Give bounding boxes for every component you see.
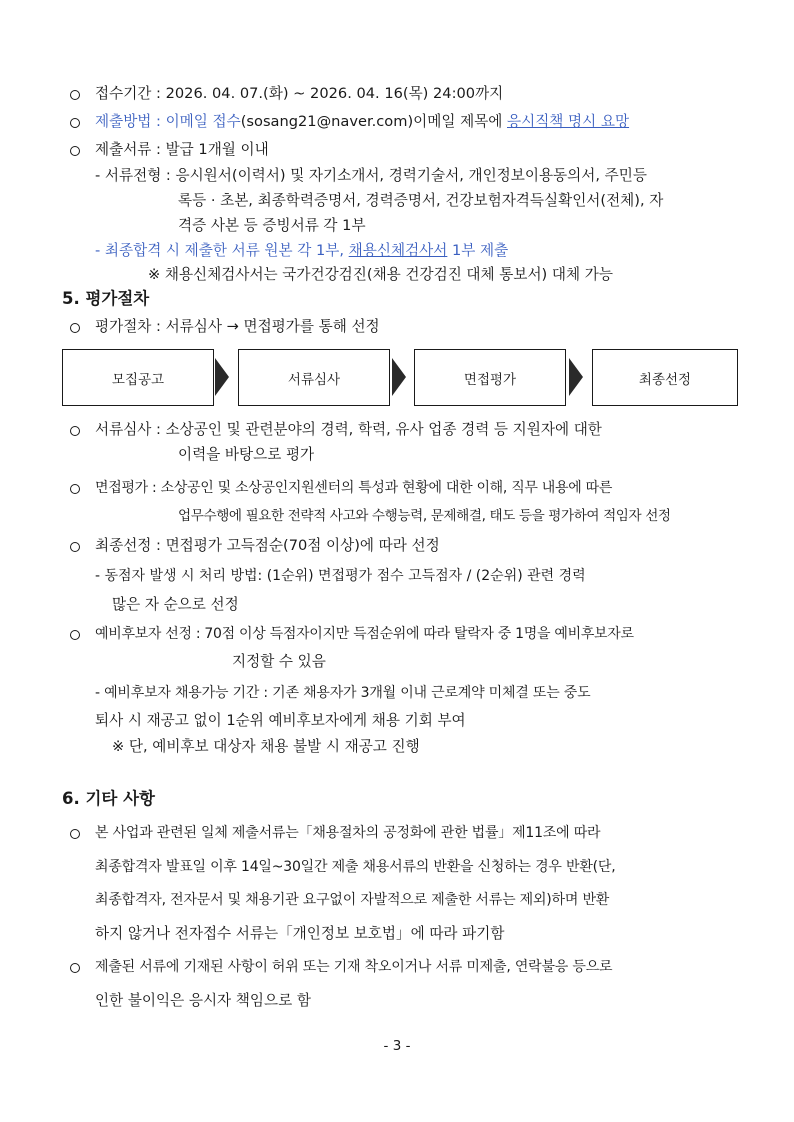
bullet-circle xyxy=(70,630,80,640)
other-item-1-line-1: 본 사업과 관련된 일체 제출서류는「채용절차의 공정화에 관한 법률」제11조에 따라 xyxy=(95,825,601,841)
evaluation-procedure-line: 평가절차 : 서류심사 → 면접평가를 통해 선정 xyxy=(95,318,380,335)
submission-method-label: 제출방법 : 이메일 접수 xyxy=(95,113,241,130)
final-selection-line: 최종선정 : 면접평가 고득점순(70점 이상)에 따라 선정 xyxy=(95,537,440,554)
bullet-circle xyxy=(70,484,80,494)
health-check-doc: 채용신체검사서 xyxy=(348,242,448,259)
document-screening-line-1: - 서류전형 : 응시원서(이력서) 및 자기소개서, 경력기술서, 개인정보이용동의서, 주민등 xyxy=(95,167,647,184)
other-item-1-line-2: 최종합격자 발표일 이후 14일~30일간 제출 채용서류의 반환을 신청하는 경우 반환(단, xyxy=(95,859,616,875)
other-item-2-line-2: 인한 불이익은 응시자 책임으로 함 xyxy=(95,992,311,1009)
bullet-circle xyxy=(70,963,80,973)
section-6-heading: 6. 기타 사항 xyxy=(62,789,155,808)
document-screening-line-3: 격증 사본 등 증빙서류 각 1부 xyxy=(178,217,366,234)
other-item-2-line-1: 제출된 서류에 기재된 사항이 허위 또는 기재 착오이거나 서류 미제출, 연락불응 등으로 xyxy=(95,959,613,975)
tie-break-line-2: 많은 자 순으로 선정 xyxy=(112,596,239,613)
reserve-candidate-line-2: 지정할 수 있음 xyxy=(232,653,326,670)
submission-method-line xyxy=(95,112,629,132)
submission-docs-line: 제출서류 : 발급 1개월 이내 xyxy=(95,141,269,158)
flow-step-interview: 면접평가 xyxy=(414,349,566,406)
bullet-circle xyxy=(70,542,80,552)
bullet-circle xyxy=(70,323,80,333)
bullet-circle xyxy=(70,829,80,839)
document-review-line-1: 서류심사 : 소상공인 및 관련분야의 경력, 학력, 유사 업종 경력 등 지원자에 대한 xyxy=(95,421,602,438)
bullet-circle xyxy=(70,146,80,156)
flow-step-final-selection: 최종선정 xyxy=(592,349,738,406)
flow-arrow-icon xyxy=(569,358,583,396)
reserve-candidate-line-1: 예비후보자 선정 : 70점 이상 득점자이지만 득점순위에 따라 탈락자 중 1명을 예비후보자로 xyxy=(95,626,634,642)
final-pass-docs-line xyxy=(95,241,508,261)
reserve-period-line-2: 퇴사 시 재공고 없이 1순위 예비후보자에게 채용 기회 부여 xyxy=(95,712,466,729)
page-number: - 3 - xyxy=(383,1038,411,1054)
receipt-period-line: 접수기간 : 2026. 04. 07.(화) ~ 2026. 04. 16(목) 24:00까지 xyxy=(95,85,504,102)
email-text: (sosang21@naver.com)이메일 제목에 xyxy=(240,113,507,130)
tie-break-line-1: - 동점자 발생 시 처리 방법: (1순위) 면접평가 점수 고득점자 / (2순위) 관련 경력 xyxy=(95,568,586,584)
flow-arrow-icon xyxy=(215,358,229,396)
flow-step-document-review: 서류심사 xyxy=(238,349,390,406)
bullet-circle xyxy=(70,118,80,128)
reserve-note: ※ 단, 예비후보 대상자 채용 불발 시 재공고 진행 xyxy=(112,738,420,755)
document-screening-line-2: 록등 · 초본, 최종학력증명서, 경력증명서, 건강보험자격득실확인서(전체), 자 xyxy=(178,192,664,209)
other-item-1-line-3: 최종합격자, 전자문서 및 채용기관 요구없이 자발적으로 제출한 서류는 제외)하며 반환 xyxy=(95,892,610,908)
flow-arrow-icon xyxy=(392,358,406,396)
document-review-line-2: 이력을 바탕으로 평가 xyxy=(178,446,315,463)
other-item-1-line-4: 하지 않거나 전자접수 서류는「개인정보 보호법」에 따라 파기함 xyxy=(95,925,505,942)
final-pass-docs-tail: 1부 제출 xyxy=(447,242,509,259)
job-title-required-note: 응시직책 명시 요망 xyxy=(507,113,630,130)
final-pass-docs-text: - 최종합격 시 제출한 서류 원본 각 1부, xyxy=(95,242,349,259)
interview-line-2: 업무수행에 필요한 전략적 사고와 수행능력, 문제해결, 태도 등을 평가하여 적임자 선정 xyxy=(178,508,671,524)
flow-step-recruitment: 모집공고 xyxy=(62,349,214,406)
bullet-circle xyxy=(70,90,80,100)
section-5-heading: 5. 평가절차 xyxy=(62,289,150,308)
reserve-period-line-1: - 예비후보자 채용가능 기간 : 기존 채용자가 3개월 이내 근로계약 미체결 또는 중도 xyxy=(95,685,591,701)
bullet-circle xyxy=(70,426,80,436)
health-check-note: ※ 채용신체검사서는 국가건강검진(채용 건강검진 대체 통보서) 대체 가능 xyxy=(148,266,613,283)
interview-line-1: 면접평가 : 소상공인 및 소상공인지원센터의 특성과 현황에 대한 이해, 직무 내용에 따른 xyxy=(95,480,613,496)
